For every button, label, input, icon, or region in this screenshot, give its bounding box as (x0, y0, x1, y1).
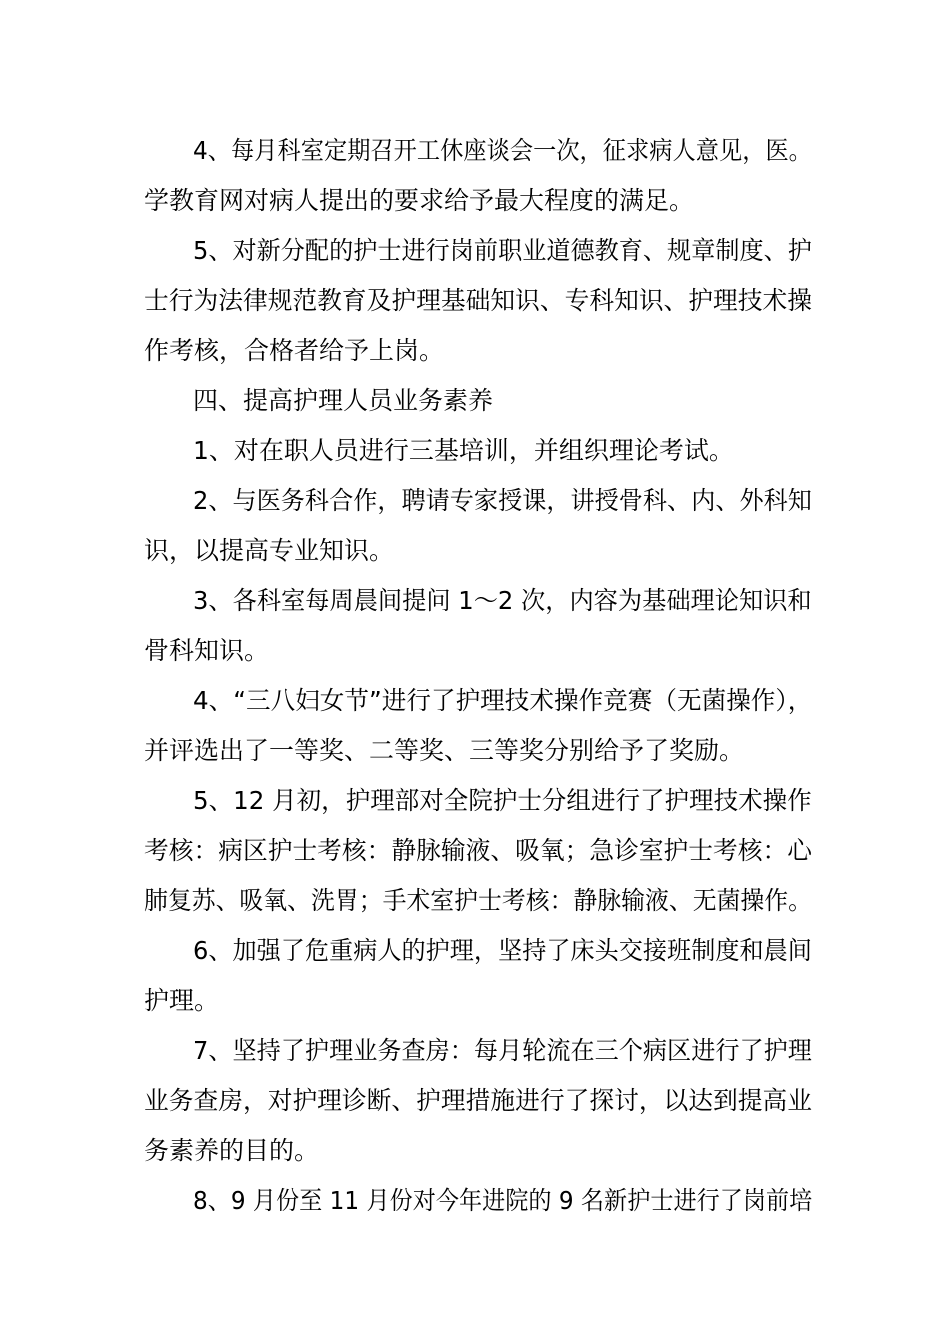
paragraph-line: 5、12 月初，护理部对全院护士分组进行了护理技术操作 (193, 786, 812, 815)
paragraph-line: 考核：病区护士考核：静脉输液、吸氧；急诊室护士考核：心 (144, 836, 813, 865)
paragraph-line: 4、每月科室定期召开工休座谈会一次，征求病人意见，医。 (193, 136, 812, 165)
paragraph-line: 护理。 (144, 986, 220, 1015)
paragraph-line: 7、坚持了护理业务查房：每月轮流在三个病区进行了护理 (193, 1036, 812, 1065)
section-heading: 四、提高护理人员业务素养 (193, 386, 494, 415)
paragraph-line: 2、与医务科合作，聘请专家授课，讲授骨科、内、外科知 (193, 486, 812, 515)
paragraph-line: 学教育网对病人提出的要求给予最大程度的满足。 (144, 186, 695, 215)
paragraph-line: 8、9 月份至 11 月份对今年进院的 9 名新护士进行了岗前培 (193, 1186, 813, 1215)
paragraph-line: 士行为法律规范教育及护理基础知识、专科知识、护理技术操 (144, 286, 813, 315)
paragraph-line: 务素养的目的。 (144, 1136, 320, 1165)
paragraph-line: 业务查房，对护理诊断、护理措施进行了探讨，以达到提高业 (144, 1086, 813, 1115)
paragraph-line: 3、各科室每周晨间提问 1～2 次，内容为基础理论知识和 (193, 586, 812, 615)
paragraph-line: 作考核，合格者给予上岗。 (144, 336, 445, 365)
paragraph-line: 并评选出了一等奖、二等奖、三等奖分别给予了奖励。 (144, 736, 745, 765)
paragraph-line: 肺复苏、吸氧、洗胃；手术室护士考核：静脉输液、无菌操作。 (144, 886, 813, 915)
paragraph-line: 5、对新分配的护士进行岗前职业道德教育、规章制度、护 (193, 236, 812, 265)
paragraph-line: 4、“三八妇女节”进行了护理技术操作竞赛（无菌操作）， (193, 686, 813, 715)
paragraph-line: 6、加强了危重病人的护理，坚持了床头交接班制度和晨间 (193, 936, 812, 965)
paragraph-line: 骨科知识。 (144, 636, 270, 665)
paragraph-line: 1、对在职人员进行三基培训，并组织理论考试。 (193, 436, 734, 465)
paragraph-line: 识，以提高专业知识。 (144, 536, 395, 565)
